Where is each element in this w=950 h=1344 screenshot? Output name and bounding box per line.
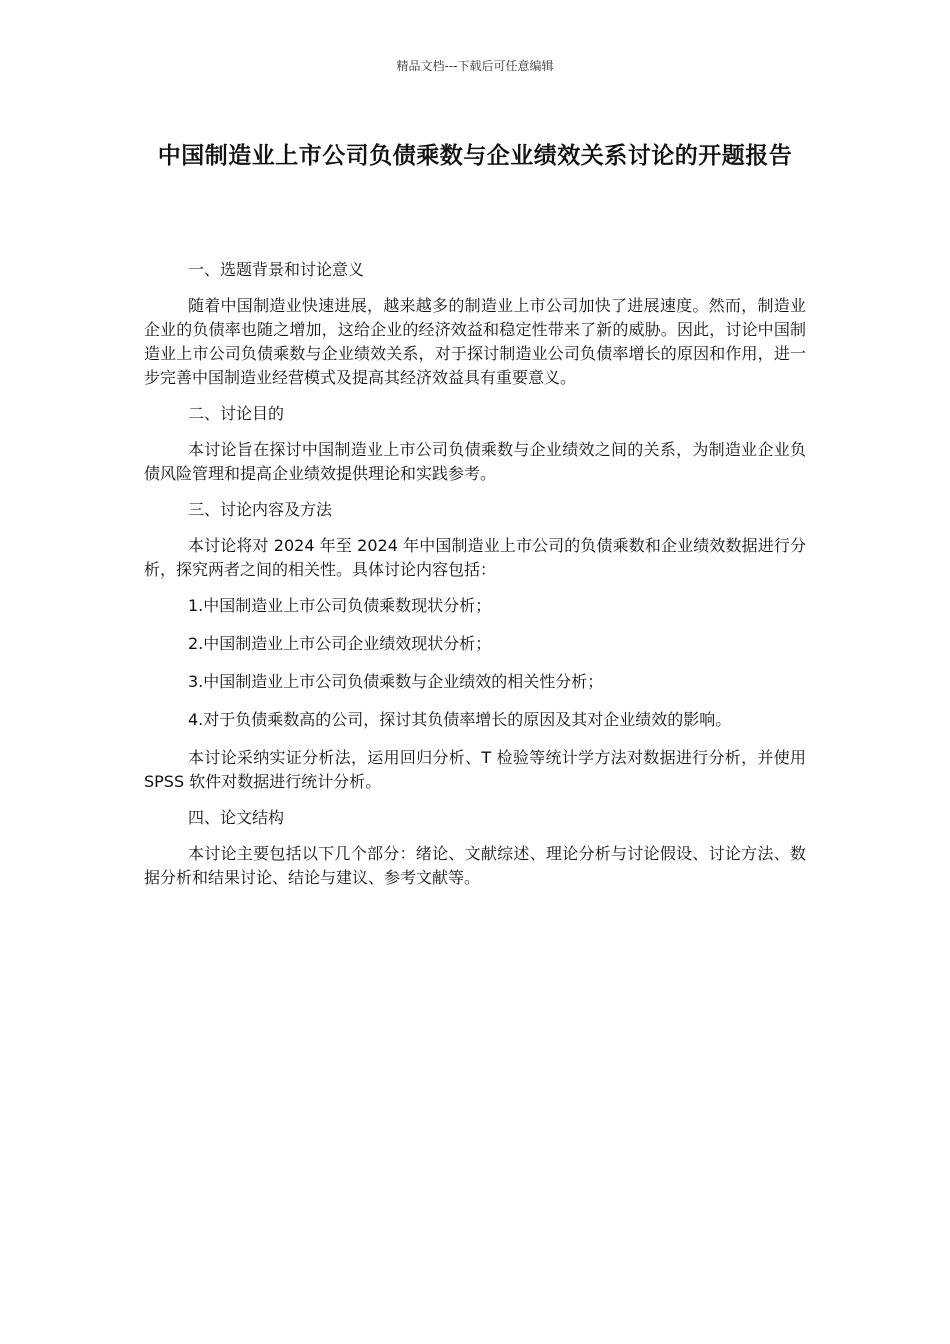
paragraph-method: 本讨论采纳实证分析法，运用回归分析、T 检验等统计学方法对数据进行分析，并使用 SPSS 软件对数据进行统计分析。 xyxy=(144,748,806,791)
section-heading-purpose: 二、讨论目的 xyxy=(188,404,285,423)
list-item: 1.中国制造业上市公司负债乘数现状分析； xyxy=(188,596,492,615)
document-title: 中国制造业上市公司负债乘数与企业绩效关系讨论的开题报告 xyxy=(157,143,793,169)
document-body xyxy=(144,258,806,902)
paragraph-purpose: 本讨论旨在探讨中国制造业上市公司负债乘数与企业绩效之间的关系，为制造业企业负债风险管理和提高企业绩效提供理论和实践参考。 xyxy=(144,440,806,483)
section-heading-structure: 四、论文结构 xyxy=(188,808,285,827)
paragraph-structure: 本讨论主要包括以下几个部分：绪论、文献综述、理论分析与讨论假设、讨论方法、数据分析和结果讨论、结论与建议、参考文献等。 xyxy=(144,844,806,887)
list-item: 2.中国制造业上市公司企业绩效现状分析； xyxy=(188,634,492,653)
paragraph-content-intro: 本讨论将对 2024 年至 2024 年中国制造业上市公司的负债乘数和企业绩效数据进行分析，探究两者之间的相关性。具体讨论内容包括： xyxy=(144,536,806,579)
paragraph-background: 随着中国制造业快速进展，越来越多的制造业上市公司加快了进展速度。然而，制造业企业的负债率也随之增加，这给企业的经济效益和稳定性带来了新的威胁。因此，讨论中国制造业上市公司负债乘数与企业绩效关系，对于探讨制造业公司负债率增长的原因和作用，进一步完善中国制造业经营模式及提高其经济效益具有重要意义。 xyxy=(144,296,806,387)
section-heading-background: 一、选题背景和讨论意义 xyxy=(188,260,365,279)
header-note: 精品文档---下载后可任意编辑 xyxy=(396,59,554,73)
list-item: 4.对于负债乘数高的公司，探讨其负债率增长的原因及其对企业绩效的影响。 xyxy=(188,710,732,729)
list-item: 3.中国制造业上市公司负债乘数与企业绩效的相关性分析； xyxy=(188,672,604,691)
section-heading-content-method: 三、讨论内容及方法 xyxy=(188,500,333,519)
